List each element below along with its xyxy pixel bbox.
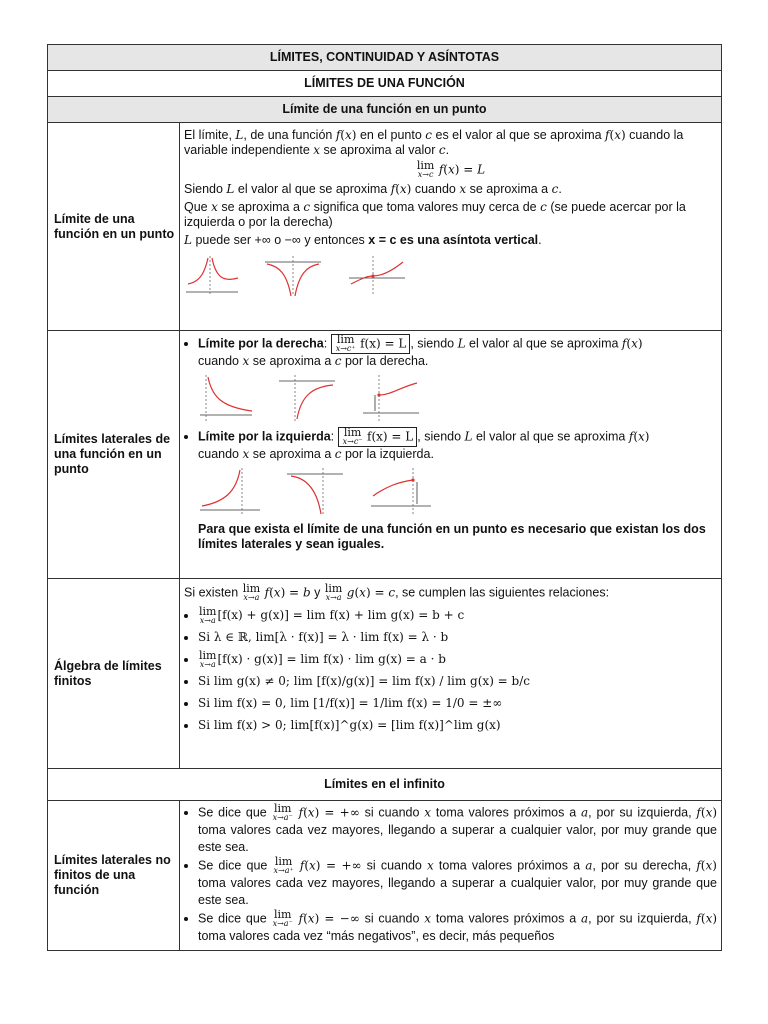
graph-left-limit-3: [369, 466, 433, 518]
algebra-rule-scalar: • Si λ ∈ ℝ, lim[λ · f(x)] = λ · lim f(x) = λ · b: [198, 627, 717, 648]
row-content: [180, 123, 722, 331]
row-content: [180, 801, 722, 951]
algebra-rule-product: • lim x→a [f(x) · g(x)] = lim f(x) · lim g(x) = a · b: [198, 649, 717, 670]
graph-continuous-limit: [347, 254, 407, 298]
row-label: Límite de una función en un punto: [48, 123, 180, 331]
infinite-left-minus-item: • Se dice que lim x→a⁻ f(x) = −∞ si cuando x toma valores próximos a a, por su izquierda, f(x) toma valores cada vez “más negativos”, es decir, más pequeños: [198, 910, 717, 945]
row-limit-at-point: [48, 123, 722, 331]
section-row: [48, 71, 722, 97]
row-label: Límites laterales de una función en un punto: [48, 331, 180, 579]
row-infinite-lateral-limits: [48, 801, 722, 951]
document-table-frame: [47, 44, 721, 951]
title-row: [48, 45, 722, 71]
graph-vertical-asymptote-2: [263, 254, 323, 298]
graph-right-limit-1: [198, 373, 254, 423]
graph-vertical-asymptote-1: [184, 254, 240, 298]
limits-table: [47, 44, 722, 951]
algebra-rule-power: • Si lim f(x) > 0; lim[f(x)]^g(x) = [lim f(x)]^lim g(x): [198, 715, 717, 736]
infinite-right-plus-item: • Se dice que lim x→a⁺ f(x) = +∞ si cuando x toma valores próximos a a, por su derecha, f(x) toma valores cada vez mayores, llegando a superar a cualquier valor, por muy grande que este sea.: [198, 857, 717, 909]
paragraph-definition: El límite, L, de una función f(x) en el punto c es el valor al que se aproxima f(x) cuando la variable independiente x se aproxima al valor c.: [184, 128, 684, 157]
row-lateral-limits: [48, 331, 722, 579]
document-title: LÍMITES, CONTINUIDAD Y ASÍNTOTAS: [48, 45, 722, 71]
paragraph-siendo: Siendo L el valor al que se aproxima f(x) cuando x se aproxima a c.: [184, 182, 562, 196]
lateral-conclusion: Para que exista el límite de una función en un punto es necesario que existan los dos límites laterales y sean iguales.: [198, 522, 706, 551]
right-limit-figures: [198, 373, 717, 423]
left-limit-item: • Límite por la izquierda: lim x→c⁻ f(x) = L , siendo L el valor al que se aproxima f(x) cuando x se aproxima a c por la izquierda.: [198, 427, 717, 462]
limit-formula: lim x→c f(x) = L: [416, 159, 486, 179]
algebra-intro: Si existen lim x→a f(x) = b y lim x→a g(x) = c, se cumplen las siguientes relaciones:: [184, 582, 610, 602]
row-finite-algebra: [48, 579, 722, 769]
paragraph-asymptote: L puede ser +∞ o −∞ y entonces x = c es una asíntota vertical.: [184, 233, 542, 247]
row-label: Límites laterales no finitos de una función: [48, 801, 180, 951]
infinite-left-plus-item: • Se dice que lim x→a⁻ f(x) = +∞ si cuando x toma valores próximos a a, por su izquierda, f(x) toma valores cada vez mayores, llegando a superar a cualquier valor, por muy grande que este sea.: [198, 804, 717, 856]
subsection-row: [48, 97, 722, 123]
subsection2-row: [48, 769, 722, 801]
left-limit-figures: [198, 466, 717, 518]
subsection-infinity-title: Límites en el infinito: [48, 769, 722, 801]
algebra-rule-reciprocal: • Si lim f(x) = 0, lim [1/f(x)] = 1/lim f(x) = 1/0 = ±∞: [198, 693, 717, 714]
row-content: [180, 579, 722, 769]
graph-right-limit-2: [277, 373, 337, 423]
asymptote-figures: [184, 254, 717, 298]
algebra-rule-sum: • lim x→a [f(x) + g(x)] = lim f(x) + lim g(x) = b + c: [198, 605, 717, 626]
row-label: Álgebra de límites finitos: [48, 579, 180, 769]
right-limit-item: • Límite por la derecha: lim x→c⁺ f(x) = L , siendo L el valor al que se aproxima f(x) cuando x se aproxima a c por la derecha.: [198, 334, 717, 369]
algebra-rule-quotient: • Si lim g(x) ≠ 0; lim [f(x)/g(x)] = lim f(x) / lim g(x) = b/c: [198, 671, 717, 692]
graph-left-limit-2: [285, 466, 345, 518]
row-content: [180, 331, 722, 579]
graph-right-limit-3: [361, 373, 421, 423]
section-title: LÍMITES DE UNA FUNCIÓN: [48, 71, 722, 97]
paragraph-approach: Que x se aproxima a c significa que toma valores muy cerca de c (se puede acercar por la izquierda o por la derecha): [184, 200, 686, 229]
subsection-title: Límite de una función en un punto: [48, 97, 722, 123]
graph-left-limit-1: [198, 466, 262, 518]
